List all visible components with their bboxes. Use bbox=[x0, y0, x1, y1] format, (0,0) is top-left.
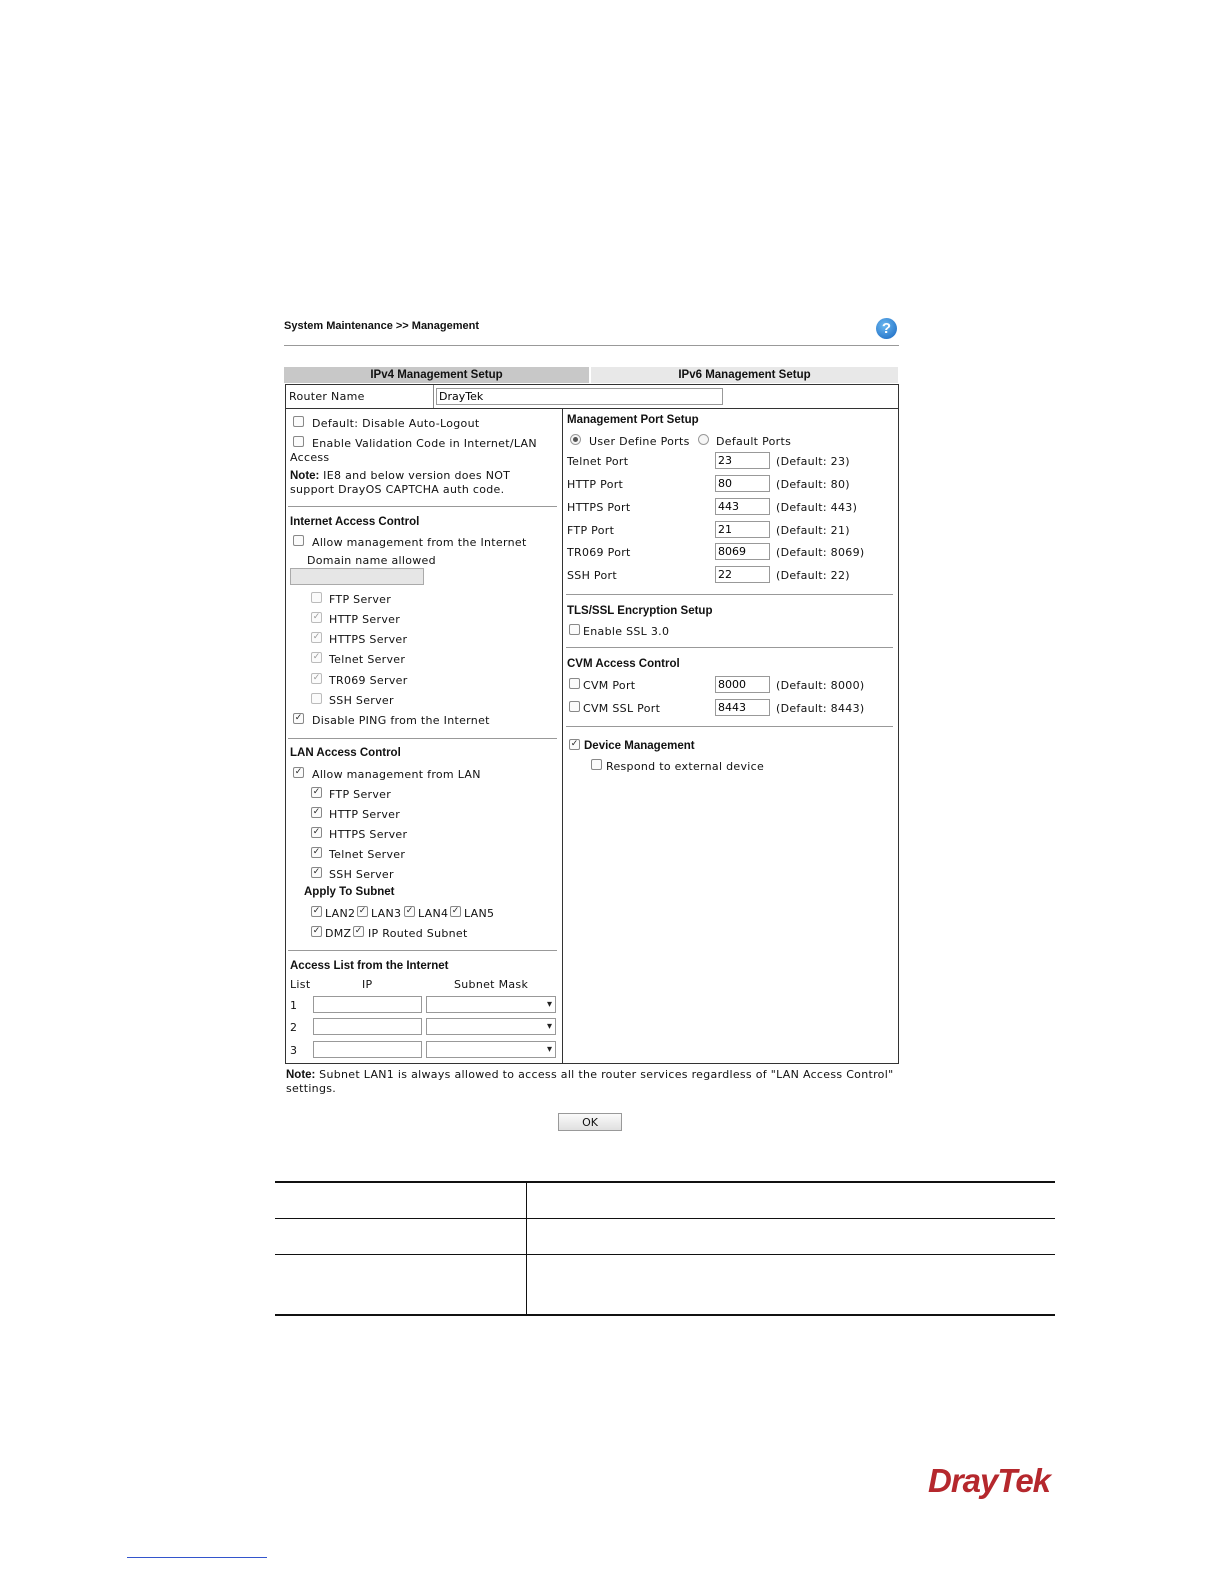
https-port-input[interactable] bbox=[715, 498, 770, 515]
subnet-lan3-label: LAN3 bbox=[371, 907, 402, 920]
user-define-ports-radio[interactable] bbox=[570, 434, 581, 445]
page-title: System Maintenance >> Management bbox=[284, 320, 480, 332]
subnet-lan5-checkbox[interactable]: ✓ bbox=[451, 906, 460, 916]
default-ports-label: Default Ports bbox=[716, 435, 792, 448]
lan-ssh-checkbox[interactable]: ✓ bbox=[312, 867, 321, 877]
router-name-label: Router Name bbox=[289, 390, 365, 403]
http-port-default: (Default: 80) bbox=[776, 478, 850, 491]
internet-access-title: Internet Access Control bbox=[290, 516, 420, 528]
internet-telnet-label: Telnet Server bbox=[329, 653, 406, 666]
internet-tr069-label: TR069 Server bbox=[329, 674, 408, 687]
telnet-port-input[interactable] bbox=[715, 452, 770, 469]
allow-internet-checkbox[interactable] bbox=[293, 535, 304, 546]
note-prefix: Note: bbox=[290, 470, 320, 482]
section-divider bbox=[288, 950, 557, 951]
subnet-lan2-checkbox[interactable]: ✓ bbox=[312, 906, 321, 916]
https-port-default: (Default: 443) bbox=[776, 501, 858, 514]
router-name-divider bbox=[433, 385, 434, 408]
user-define-ports-label: User Define Ports bbox=[589, 435, 690, 448]
apply-subnet-title: Apply To Subnet bbox=[304, 886, 395, 898]
ftp-port-label: FTP Port bbox=[567, 524, 615, 537]
table-row-rule bbox=[275, 1254, 1055, 1255]
section-divider bbox=[288, 738, 557, 739]
access-list-row-number: 1 bbox=[290, 999, 298, 1012]
enable-ssl3-checkbox[interactable] bbox=[569, 624, 580, 635]
subnet-ip-routed-label: IP Routed Subnet bbox=[368, 927, 468, 940]
respond-external-label: Respond to external device bbox=[606, 760, 765, 773]
access-list-row-number: 2 bbox=[290, 1021, 298, 1034]
access-list-mask-select[interactable] bbox=[426, 1018, 556, 1035]
tr069-port-default: (Default: 8069) bbox=[776, 546, 865, 559]
access-list-row-number: 3 bbox=[290, 1044, 298, 1057]
http-port-label: HTTP Port bbox=[567, 478, 624, 491]
auto-logout-label: Default: Disable Auto-Logout bbox=[312, 417, 480, 430]
tab-ipv4-management[interactable]: IPv4 Management Setup bbox=[284, 367, 589, 383]
bottom-note bbox=[286, 1068, 893, 1081]
cvm-ssl-port-input[interactable] bbox=[715, 699, 770, 716]
auto-logout-checkbox[interactable] bbox=[293, 416, 304, 427]
internet-ssh-label: SSH Server bbox=[329, 694, 394, 707]
ftp-port-input[interactable] bbox=[715, 521, 770, 538]
router-name-input[interactable] bbox=[436, 388, 723, 405]
cvm-ssl-port-checkbox[interactable] bbox=[569, 701, 580, 712]
ftp-port-default: (Default: 21) bbox=[776, 524, 850, 537]
footer-link-underline bbox=[127, 1557, 267, 1558]
help-icon[interactable]: ? bbox=[876, 318, 897, 339]
access-list-col-mask: Subnet Mask bbox=[454, 978, 529, 991]
lan-telnet-checkbox[interactable]: ✓ bbox=[312, 847, 321, 857]
allow-lan-checkbox[interactable]: ✓ bbox=[294, 767, 303, 777]
subnet-lan2-label: LAN2 bbox=[325, 907, 356, 920]
ok-button[interactable]: OK bbox=[558, 1113, 622, 1131]
enable-ssl3-label: Enable SSL 3.0 bbox=[583, 625, 670, 638]
tr069-port-label: TR069 Port bbox=[567, 546, 631, 559]
default-ports-radio[interactable] bbox=[698, 434, 709, 445]
allow-internet-label: Allow management from the Internet bbox=[312, 536, 527, 549]
lan-https-label: HTTPS Server bbox=[329, 828, 408, 841]
tab-ipv6-management[interactable]: IPv6 Management Setup bbox=[591, 367, 898, 383]
subnet-lan4-checkbox[interactable]: ✓ bbox=[405, 906, 414, 916]
subnet-lan5-label: LAN5 bbox=[464, 907, 495, 920]
allow-lan-label: Allow management from LAN bbox=[312, 768, 481, 781]
device-management-checkbox[interactable]: ✓ bbox=[570, 739, 579, 749]
captcha-note-line2: support DrayOS CAPTCHA auth code. bbox=[290, 483, 505, 496]
note-line1: IE8 and below version does NOT bbox=[319, 469, 511, 482]
subnet-lan4-label: LAN4 bbox=[418, 907, 449, 920]
internet-ftp-label: FTP Server bbox=[329, 593, 392, 606]
telnet-port-label: Telnet Port bbox=[567, 455, 629, 468]
internet-ftp-checkbox[interactable] bbox=[311, 592, 322, 603]
table-bottom-rule bbox=[275, 1314, 1055, 1316]
lan-https-checkbox[interactable]: ✓ bbox=[312, 827, 321, 837]
cvm-ssl-port-default: (Default: 8443) bbox=[776, 702, 865, 715]
disable-ping-label: Disable PING from the Internet bbox=[312, 714, 490, 727]
header-divider bbox=[284, 345, 899, 346]
subnet-ip-routed-checkbox[interactable]: ✓ bbox=[354, 926, 363, 936]
access-list-mask-select[interactable] bbox=[426, 1041, 556, 1058]
bottom-note-line1: Subnet LAN1 is always allowed to access all the router services regardless of "LAN Access Control" bbox=[315, 1068, 894, 1081]
cvm-port-checkbox[interactable] bbox=[569, 678, 580, 689]
lan-http-label: HTTP Server bbox=[329, 808, 401, 821]
validation-code-checkbox[interactable] bbox=[293, 436, 304, 447]
tls-title: TLS/SSL Encryption Setup bbox=[567, 605, 713, 617]
telnet-port-default: (Default: 23) bbox=[776, 455, 850, 468]
validation-code-label: Enable Validation Code in Internet/LAN bbox=[312, 437, 537, 450]
lan-ftp-checkbox[interactable]: ✓ bbox=[312, 787, 321, 797]
lan-telnet-label: Telnet Server bbox=[329, 848, 406, 861]
device-management-title: Device Management bbox=[584, 740, 695, 752]
cvm-port-input[interactable] bbox=[715, 676, 770, 693]
lan-http-checkbox[interactable]: ✓ bbox=[312, 807, 321, 817]
table-column-rule bbox=[526, 1182, 527, 1315]
column-separator bbox=[562, 409, 563, 1063]
access-list-ip-input[interactable] bbox=[313, 996, 422, 1013]
ssh-port-label: SSH Port bbox=[567, 569, 617, 582]
access-list-col-ip: IP bbox=[362, 978, 373, 991]
domain-name-input[interactable] bbox=[290, 568, 424, 585]
https-port-label: HTTPS Port bbox=[567, 501, 631, 514]
cvm-port-default: (Default: 8000) bbox=[776, 679, 865, 692]
cvm-port-label: CVM Port bbox=[583, 679, 636, 692]
section-divider bbox=[566, 726, 893, 727]
table-top-rule bbox=[275, 1181, 1055, 1183]
internet-http-label: HTTP Server bbox=[329, 613, 401, 626]
tr069-port-input[interactable] bbox=[715, 543, 770, 560]
lan-ftp-label: FTP Server bbox=[329, 788, 392, 801]
internet-https-checkbox[interactable]: ✓ bbox=[312, 632, 321, 642]
section-divider bbox=[288, 506, 557, 507]
access-list-ip-input[interactable] bbox=[313, 1041, 422, 1058]
internet-http-checkbox[interactable]: ✓ bbox=[312, 612, 321, 622]
table-row-rule bbox=[275, 1218, 1055, 1219]
subnet-lan3-checkbox[interactable]: ✓ bbox=[358, 906, 367, 916]
captcha-note bbox=[290, 469, 510, 482]
subnet-dmz-label: DMZ bbox=[325, 927, 352, 940]
disable-ping-checkbox[interactable]: ✓ bbox=[294, 713, 303, 723]
access-list-title: Access List from the Internet bbox=[290, 960, 449, 972]
subnet-dmz-checkbox[interactable]: ✓ bbox=[312, 926, 321, 936]
access-list-mask-select[interactable] bbox=[426, 996, 556, 1013]
validation-code-label-cont: Access bbox=[290, 451, 330, 464]
ssh-port-default: (Default: 22) bbox=[776, 569, 850, 582]
cvm-title: CVM Access Control bbox=[567, 658, 680, 670]
section-divider bbox=[566, 594, 893, 595]
draytek-logo: DrayTek bbox=[928, 1462, 1051, 1499]
cvm-ssl-port-label: CVM SSL Port bbox=[583, 702, 661, 715]
bottom-note-line2: settings. bbox=[286, 1082, 337, 1095]
internet-telnet-checkbox[interactable]: ✓ bbox=[312, 652, 321, 662]
access-list-col-list: List bbox=[290, 978, 311, 991]
lan-access-title: LAN Access Control bbox=[290, 747, 401, 759]
respond-external-checkbox[interactable] bbox=[591, 759, 602, 770]
internet-https-label: HTTPS Server bbox=[329, 633, 408, 646]
router-name-separator bbox=[286, 408, 898, 409]
lan-ssh-label: SSH Server bbox=[329, 868, 394, 881]
internet-ssh-checkbox[interactable] bbox=[311, 693, 322, 704]
bottom-note-prefix: Note: bbox=[286, 1069, 316, 1081]
domain-name-label: Domain name allowed bbox=[307, 554, 436, 567]
ssh-port-input[interactable] bbox=[715, 566, 770, 583]
access-list-ip-input[interactable] bbox=[313, 1018, 422, 1035]
internet-tr069-checkbox[interactable]: ✓ bbox=[312, 673, 321, 683]
port-setup-title: Management Port Setup bbox=[567, 414, 699, 426]
http-port-input[interactable] bbox=[715, 475, 770, 492]
section-divider bbox=[566, 647, 893, 648]
